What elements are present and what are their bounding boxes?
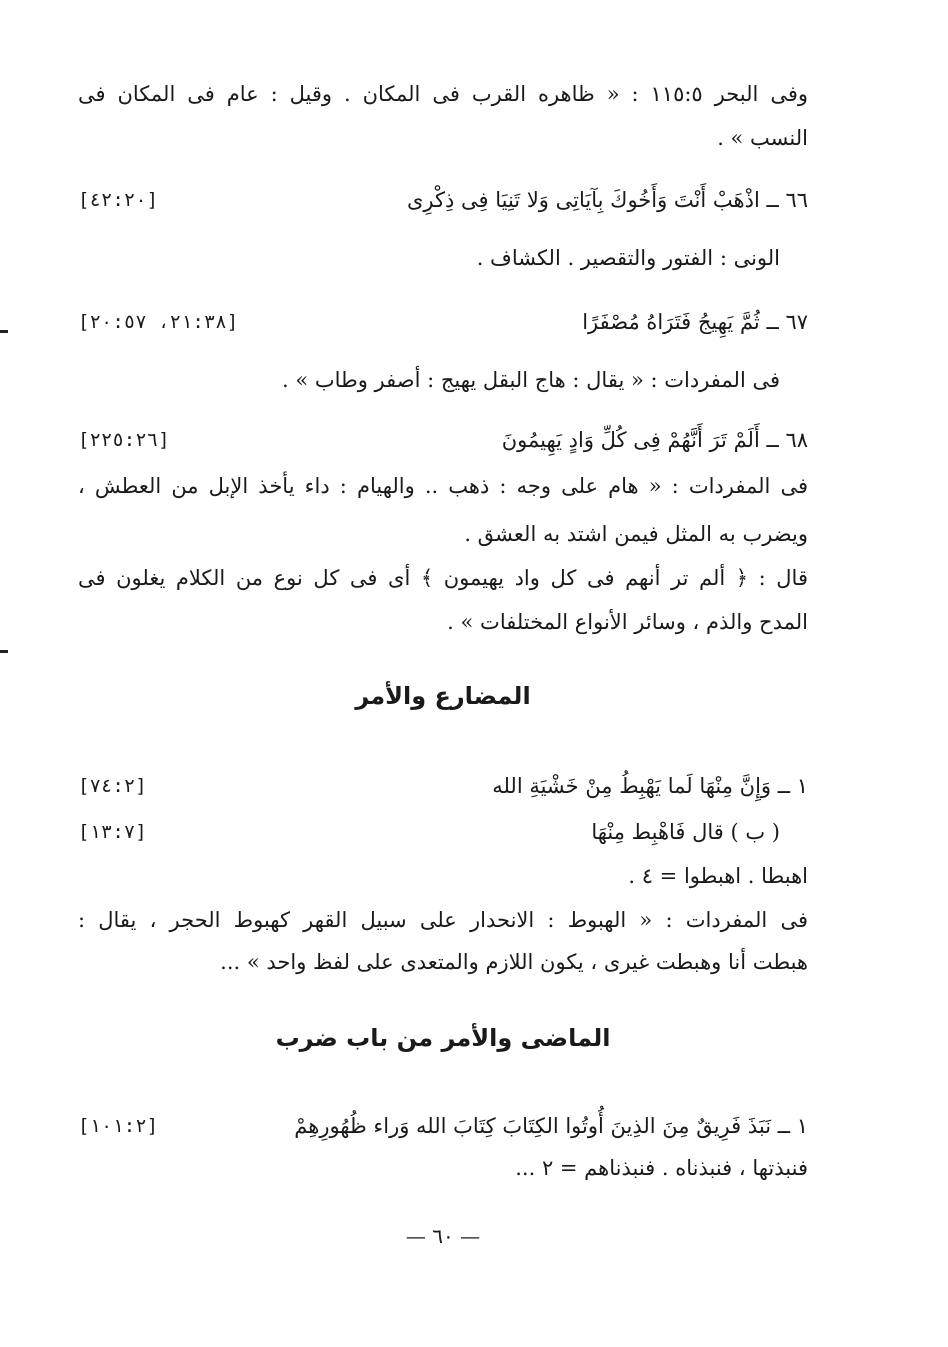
text-line: المدح والذم ، وسائر الأنواع المختلفات » . (447, 610, 808, 634)
verse-reference: [٧٤:٢] (78, 775, 147, 797)
section-heading: الماضى والأمر من باب ضرب (275, 1024, 611, 1052)
verse-reference: [٢٢٥:٢٦] (78, 429, 170, 451)
text-line: وفى البحر ١١٥:٥ : « ظاهره القرب فى المكان . وقيل : عام فى المكان فى (78, 82, 809, 106)
text-line: فنبذتها ، فنبذناه . فنبذناهم = ٢ ... (515, 1156, 808, 1180)
verse-reference: [١٣:٧] (78, 821, 147, 843)
text-line: قال : ﴿ ألم تر أنهم فى كل واد يهيمون ﴾ أى فى كل نوع من الكلام يغلون فى (78, 566, 808, 590)
margin-mark (0, 650, 8, 653)
text-line: ويضرب به المثل فيمن اشتد به العشق . (464, 522, 808, 546)
text-line: اهبطا . اهبطوا = ٤ . (628, 864, 808, 888)
page-number: — ٦٠ — (405, 1224, 481, 1248)
verse-text: ١ ــ نَبَذَ فَرِيقٌ مِنَ الذِينَ أُوتُوا الكِتَابَ كِتَابَ الله وَراء ظُهُورِهِمْ (294, 1114, 808, 1138)
text-line: فى المفردات : « هام على وجه : ذهب .. والهيام : داء يأخذ الإبل من العطش ، (78, 474, 808, 498)
verse-text: ٦٦ ــ اذْهَبْ أَنْتَ وَأَخُوكَ بِآيَاتِى وَلا تَنِيَا فِى ذِكْرِى (406, 188, 808, 212)
section-heading: المضارع والأمر (355, 682, 531, 710)
verse-text: ٦٨ ــ أَلَمْ تَرَ أَنَّهُمْ فِى كُلِّ وَادٍ يَهِيمُونَ (501, 428, 808, 452)
verse-reference: [١٠١:٢] (78, 1115, 159, 1137)
verse-note: فى المفردات : « يقال : هاج البقل يهيج : أصفر وطاب » . (281, 368, 780, 392)
margin-mark (0, 330, 8, 333)
verse-reference: [٢١:٣٨، ٢٠:٥٧] (78, 311, 239, 333)
verse-text: ٦٧ ــ ثُمَّ يَهِيجُ فَتَرَاهُ مُصْفَرًا (582, 310, 808, 334)
text-line: النسب » . (717, 126, 808, 150)
verse-reference: [٤٢:٢٠] (78, 189, 159, 211)
verse-note: الونى : الفتور والتقصير . الكشاف . (476, 246, 780, 270)
verse-text: ١ ــ وَإِنَّ مِنْهَا لَما يَهْبِطُ مِنْ خَشْيَةِ الله (492, 774, 808, 798)
verse-text: ( ب ) قال فَاهْبِط مِنْهَا (591, 820, 780, 844)
page-content (78, 72, 808, 1272)
text-line: هبطت أنا وهبطت غيرى ، يكون اللازم والمتعدى على لفظ واحد » ... (220, 950, 808, 974)
text-line: فى المفردات : « الهبوط : الانحدار على سبيل القهر كهبوط الحجر ، يقال : (78, 908, 808, 932)
